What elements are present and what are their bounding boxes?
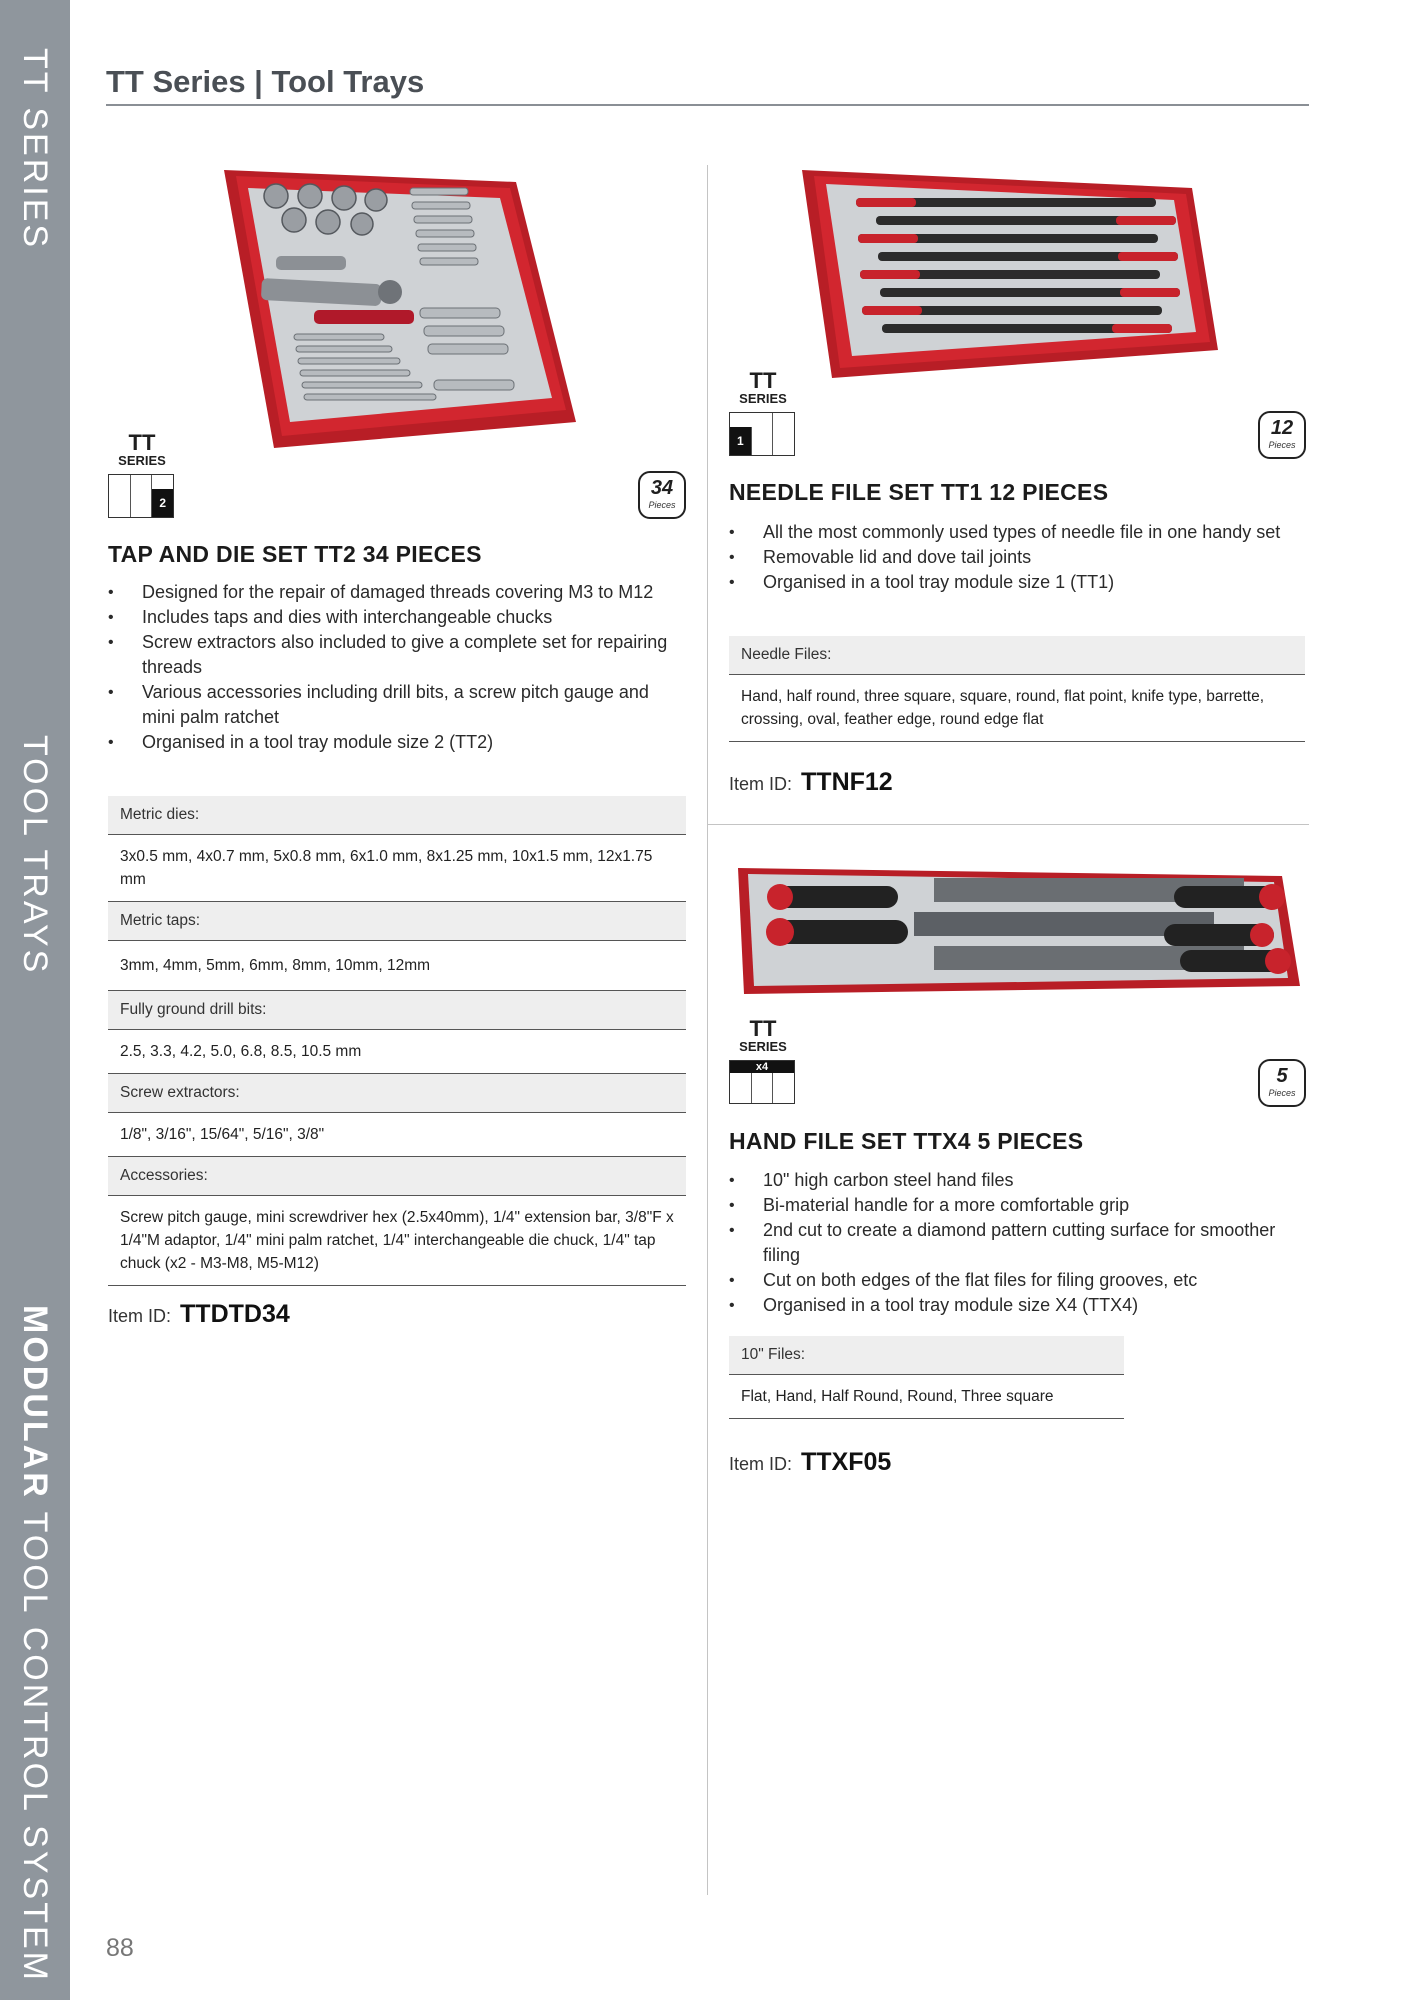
series-module-badge (729, 368, 797, 456)
pieces-count: 12 (1270, 417, 1294, 439)
series-tt-text: TT (749, 368, 777, 393)
feature-item: • Organised in a tool tray module size 2 (TT2) (108, 730, 678, 755)
pieces-count-badge (638, 471, 686, 519)
sidebar-label-modular-rest: TOOL CONTROL SYSTEM (16, 1499, 54, 1983)
item-id-value: TTXF05 (801, 1448, 892, 1476)
item-id-value: TTNF12 (801, 768, 893, 796)
spec-heading: Needle Files: (729, 636, 1305, 675)
module-size-indicator (108, 474, 174, 518)
pieces-label: Pieces (1268, 1088, 1296, 1098)
item-id-label: Item ID: (729, 1454, 793, 1474)
feature-item: • Organised in a tool tray module size 1 (TT1) (729, 570, 1289, 595)
pieces-count: 5 (1276, 1065, 1288, 1087)
spec-value: 2.5, 3.3, 4.2, 5.0, 6.8, 8.5, 10.5 mm (108, 1030, 686, 1074)
module-size-label: 1 (730, 427, 752, 455)
page-number: 88 (106, 1934, 134, 1962)
spec-value: 3mm, 4mm, 5mm, 6mm, 8mm, 10mm, 12mm (108, 941, 686, 991)
pieces-count: 34 (650, 477, 674, 499)
row-divider (708, 824, 1309, 825)
feature-item: • 10" high carbon steel hand files (729, 1168, 1289, 1193)
series-tt-text: TT (128, 430, 156, 455)
module-size-label: x4 (730, 1061, 794, 1073)
spec-heading: Screw extractors: (108, 1074, 686, 1113)
module-size-label: 2 (152, 489, 173, 517)
spec-value: Flat, Hand, Half Round, Round, Three square (729, 1375, 1124, 1419)
header-divider (106, 104, 1309, 106)
pieces-count-badge (1258, 411, 1306, 459)
product-title: TAP AND DIE SET TT2 34 PIECES (108, 541, 482, 567)
spec-heading: 10" Files: (729, 1336, 1124, 1375)
needle-file-tray-image (796, 160, 1224, 382)
item-id (729, 1448, 891, 1477)
feature-item: • Cut on both edges of the flat files for filing grooves, etc (729, 1268, 1289, 1293)
feature-item: • Various accessories including drill bits, a screw pitch gauge and mini palm ratchet (108, 680, 678, 730)
spec-table (108, 796, 686, 1286)
pieces-label: Pieces (648, 500, 676, 510)
item-id (108, 1300, 290, 1329)
item-id-label: Item ID: (729, 774, 793, 794)
sidebar (0, 0, 70, 2000)
feature-list (108, 580, 678, 755)
module-size-indicator (729, 1060, 795, 1104)
series-word-text: SERIES (739, 391, 787, 406)
spec-heading: Fully ground drill bits: (108, 991, 686, 1030)
feature-item: • Removable lid and dove tail joints (729, 545, 1289, 570)
item-id (729, 768, 893, 797)
spec-table (729, 1336, 1124, 1419)
feature-list (729, 1168, 1289, 1318)
feature-item: • 2nd cut to create a diamond pattern cutting surface for smoother filing (729, 1218, 1289, 1268)
sidebar-label-modular (18, 1305, 52, 1983)
series-module-badge (729, 1016, 797, 1104)
spec-heading: Metric taps: (108, 902, 686, 941)
module-cell (752, 413, 774, 455)
series-word-text: SERIES (739, 1039, 787, 1054)
sidebar-label-tool-trays: TOOL TRAYS (16, 735, 54, 976)
feature-item: • Screw extractors also included to give a complete set for repairing threads (108, 630, 678, 680)
item-id-value: TTDTD34 (180, 1300, 290, 1328)
spec-value: Hand, half round, three square, square, round, flat point, knife type, barrette, crossing, oval, feather edge, round edge flat (729, 675, 1305, 742)
page-title: TT Series | Tool Trays (106, 64, 425, 99)
spec-value: Screw pitch gauge, mini screwdriver hex (2.5x40mm), 1/4" extension bar, 3/8"F x 1/4"M adaptor, 1/4" mini palm ratchet, 1/4" interchangeable die chuck, 1/4" tap chuck (x2 - M3-M8, M5-M12) (108, 1196, 686, 1286)
module-cell (131, 475, 153, 517)
feature-item: • Organised in a tool tray module size X4 (TTX4) (729, 1293, 1289, 1318)
sidebar-label-modular-bold: MODULAR (16, 1305, 54, 1500)
series-word-text: SERIES (118, 453, 166, 468)
spec-heading: Metric dies: (108, 796, 686, 835)
pieces-label: Pieces (1268, 440, 1296, 450)
spec-value: 3x0.5 mm, 4x0.7 mm, 5x0.8 mm, 6x1.0 mm, 8x1.25 mm, 10x1.5 mm, 12x1.75 mm (108, 835, 686, 902)
module-cell (773, 413, 794, 455)
spec-value: 1/8", 3/16", 15/64", 5/16", 3/8" (108, 1113, 686, 1157)
feature-item: • Designed for the repair of damaged threads covering M3 to M12 (108, 580, 678, 605)
product-title: HAND FILE SET TTX4 5 PIECES (729, 1128, 1084, 1154)
feature-list (729, 520, 1289, 595)
feature-item: • Bi-material handle for a more comfortable grip (729, 1193, 1289, 1218)
module-size-indicator (729, 412, 795, 456)
feature-item: • All the most commonly used types of needle file in one handy set (729, 520, 1289, 545)
series-tt-text: TT (749, 1016, 777, 1041)
product-title: NEEDLE FILE SET TT1 12 PIECES (729, 479, 1109, 505)
column-divider (707, 165, 708, 1895)
pieces-count-badge (1258, 1059, 1306, 1107)
spec-table (729, 636, 1305, 742)
feature-item: • Includes taps and dies with interchangeable chucks (108, 605, 678, 630)
hand-file-tray-image (734, 862, 1304, 998)
series-module-badge (108, 430, 176, 518)
module-cell (109, 475, 131, 517)
spec-heading: Accessories: (108, 1157, 686, 1196)
tap-and-die-tray-image (214, 160, 586, 452)
item-id-label: Item ID: (108, 1306, 172, 1326)
sidebar-label-tt-series: TT SERIES (16, 48, 54, 251)
